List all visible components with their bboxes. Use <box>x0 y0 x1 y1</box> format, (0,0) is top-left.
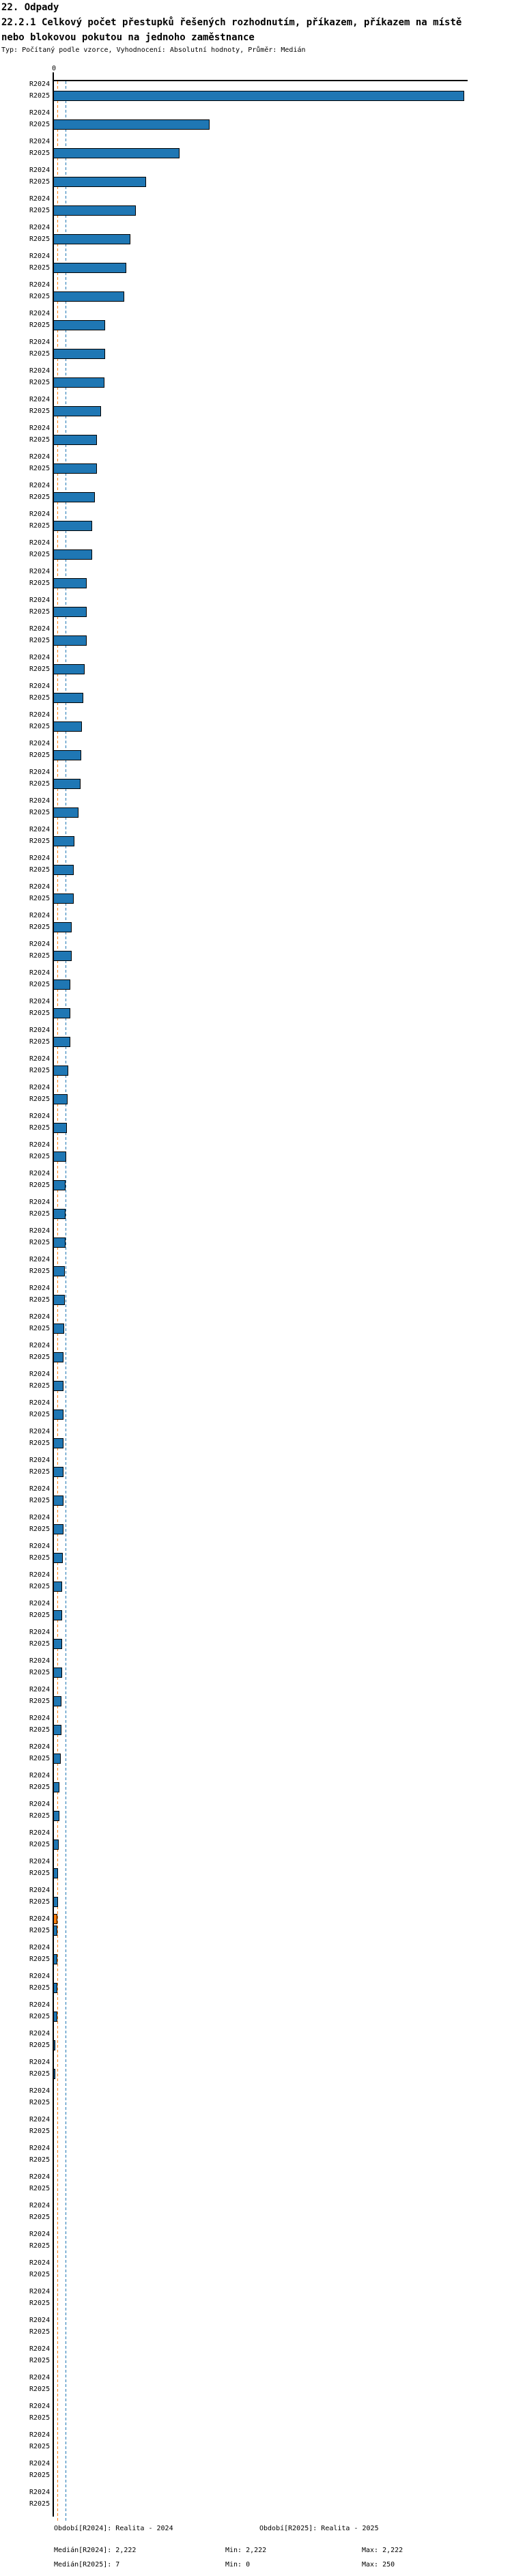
bar-r2025 <box>53 951 72 961</box>
series-label-r2025: R2025 <box>29 235 51 243</box>
footer-min-r2025: Min: 0 <box>225 2561 251 2568</box>
series-label-r2025: R2025 <box>29 1754 51 1762</box>
series-label-r2025: R2025 <box>29 1783 51 1791</box>
series-label-r2024: R2024 <box>29 1199 51 1206</box>
bar-r2025 <box>53 1495 63 1506</box>
series-label-r2025: R2025 <box>29 1238 51 1246</box>
bar-r2025 <box>53 779 81 789</box>
series-label-r2025: R2025 <box>29 1525 51 1533</box>
series-label-r2024: R2024 <box>29 883 51 891</box>
series-label-r2025: R2025 <box>29 263 51 272</box>
series-label-r2024: R2024 <box>29 711 51 719</box>
series-label-r2024: R2024 <box>29 539 51 547</box>
series-label-r2025: R2025 <box>29 550 51 558</box>
bar-r2025 <box>53 205 136 216</box>
series-label-r2025: R2025 <box>29 349 51 358</box>
bar-r2025 <box>53 1782 59 1792</box>
series-label-r2024: R2024 <box>29 2403 51 2410</box>
series-label-r2024: R2024 <box>29 2374 51 2381</box>
series-label-r2025: R2025 <box>29 435 51 444</box>
bar-r2024 <box>53 1914 57 1924</box>
series-label-r2025: R2025 <box>29 120 51 128</box>
series-label-r2024: R2024 <box>29 1543 51 1550</box>
series-label-r2024: R2024 <box>29 912 51 919</box>
series-label-r2025: R2025 <box>29 1496 51 1504</box>
series-label-r2025: R2025 <box>29 321 51 329</box>
bar-r2025 <box>53 1696 61 1706</box>
bar-r2025 <box>53 1524 63 1534</box>
series-label-r2024: R2024 <box>29 511 51 518</box>
bar-r2025 <box>53 1438 63 1448</box>
series-label-r2025: R2025 <box>29 665 51 673</box>
series-label-r2025: R2025 <box>29 91 51 100</box>
series-label-r2025: R2025 <box>29 1037 51 1046</box>
bar-r2025 <box>53 1811 59 1821</box>
series-label-r2024: R2024 <box>29 1772 51 1779</box>
series-label-r2024: R2024 <box>29 224 51 231</box>
series-label-r2024: R2024 <box>29 367 51 375</box>
bar-r2025 <box>53 177 146 187</box>
series-label-r2025: R2025 <box>29 607 51 616</box>
series-label-r2024: R2024 <box>29 1715 51 1722</box>
series-label-r2025: R2025 <box>29 1095 51 1103</box>
series-label-r2025: R2025 <box>29 2328 51 2336</box>
series-label-r2024: R2024 <box>29 1858 51 1865</box>
series-label-r2025: R2025 <box>29 1353 51 1361</box>
series-label-r2024: R2024 <box>29 855 51 862</box>
series-label-r2024: R2024 <box>29 1973 51 1980</box>
series-label-r2024: R2024 <box>29 1829 51 1837</box>
bar-r2025 <box>53 693 83 703</box>
bar-r2025 <box>53 1639 62 1649</box>
bar-r2025 <box>53 607 87 617</box>
bar-r2025 <box>53 979 70 990</box>
bar-r2025 <box>53 435 97 445</box>
series-label-r2024: R2024 <box>29 683 51 690</box>
bar-r2025 <box>53 1553 63 1563</box>
bar-r2025 <box>53 1954 57 1964</box>
series-label-r2024: R2024 <box>29 1915 51 1923</box>
series-label-r2024: R2024 <box>29 1084 51 1091</box>
series-label-r2025: R2025 <box>29 1439 51 1447</box>
series-label-r2025: R2025 <box>29 1812 51 1820</box>
footer-median-r2024: Medián[R2024]: 2,222 <box>54 2547 137 2554</box>
series-label-r2024: R2024 <box>29 1629 51 1636</box>
bar-r2025 <box>53 865 74 875</box>
bar-r2025 <box>53 635 87 646</box>
series-label-r2025: R2025 <box>29 579 51 587</box>
bar-r2025 <box>53 91 464 101</box>
bar-r2025 <box>53 1467 63 1477</box>
bar-r2025 <box>53 1610 62 1620</box>
series-label-r2024: R2024 <box>29 2460 51 2467</box>
series-label-r2025: R2025 <box>29 2213 51 2221</box>
series-label-r2024: R2024 <box>29 2202 51 2209</box>
series-label-r2025: R2025 <box>29 1640 51 1648</box>
series-label-r2024: R2024 <box>29 969 51 977</box>
bar-r2025 <box>53 377 104 388</box>
series-label-r2024: R2024 <box>29 2431 51 2439</box>
chart-subtitle-line2: nebo blokovou pokutou na jednoho zaměstnance <box>1 32 255 43</box>
series-label-r2024: R2024 <box>29 1342 51 1349</box>
series-label-r2025: R2025 <box>29 2414 51 2422</box>
bar-r2025 <box>53 1983 57 1993</box>
series-label-r2024: R2024 <box>29 2059 51 2066</box>
bar-r2025 <box>53 1209 66 1219</box>
series-label-r2025: R2025 <box>29 2356 51 2364</box>
series-label-r2024: R2024 <box>29 568 51 575</box>
series-label-r2025: R2025 <box>29 521 51 530</box>
series-label-r2025: R2025 <box>29 1869 51 1877</box>
series-label-r2025: R2025 <box>29 1726 51 1734</box>
series-label-r2024: R2024 <box>29 2030 51 2037</box>
series-label-r2025: R2025 <box>29 1210 51 1218</box>
bar-r2025 <box>53 1295 65 1305</box>
series-label-r2025: R2025 <box>29 1009 51 1017</box>
bar-r2025 <box>53 1725 61 1735</box>
series-label-r2024: R2024 <box>29 1256 51 1263</box>
bar-r2025 <box>53 1926 57 1936</box>
series-label-r2024: R2024 <box>29 1600 51 1607</box>
chart-subtitle-line1: 22.2.1 Celkový počet přestupků řešených rozhodnutím, příkazem, příkazem na místě <box>1 17 462 28</box>
series-label-r2025: R2025 <box>29 1611 51 1619</box>
series-label-r2025: R2025 <box>29 1955 51 1963</box>
series-label-r2024: R2024 <box>29 281 51 289</box>
series-label-r2024: R2024 <box>29 1887 51 1894</box>
bar-r2025 <box>53 1352 63 1362</box>
series-label-r2024: R2024 <box>29 339 51 346</box>
bar-r2025 <box>53 922 72 932</box>
bar-r2025 <box>53 1381 63 1391</box>
series-label-r2024: R2024 <box>29 453 51 461</box>
bar-r2025 <box>53 1668 62 1678</box>
footer-period-r2024: Období[R2024]: Realita - 2024 <box>54 2525 173 2532</box>
bar-r2025 <box>53 1868 58 1878</box>
series-label-r2024: R2024 <box>29 797 51 805</box>
series-label-r2024: R2024 <box>29 1801 51 1808</box>
series-label-r2024: R2024 <box>29 2288 51 2295</box>
series-label-r2025: R2025 <box>29 865 51 874</box>
series-label-r2025: R2025 <box>29 1066 51 1074</box>
bar-r2025 <box>53 1897 58 1907</box>
bar-r2025 <box>53 1323 64 1334</box>
x-axis-tick <box>53 72 54 80</box>
footer-max-r2024: Max: 2,222 <box>362 2547 403 2554</box>
series-label-r2025: R2025 <box>29 1124 51 1132</box>
series-label-r2025: R2025 <box>29 2270 51 2278</box>
series-label-r2024: R2024 <box>29 482 51 489</box>
series-label-r2024: R2024 <box>29 769 51 776</box>
series-label-r2025: R2025 <box>29 1410 51 1418</box>
bar-r2025 <box>53 1266 65 1276</box>
series-label-r2024: R2024 <box>29 826 51 833</box>
series-label-r2025: R2025 <box>29 980 51 988</box>
series-label-r2025: R2025 <box>29 779 51 788</box>
bar-r2025 <box>53 1094 68 1104</box>
series-label-r2025: R2025 <box>29 149 51 157</box>
chart-meta: Typ: Počítaný podle vzorce, Vyhodnocení: Absolutní hodnoty, Průměr: Medián <box>1 46 306 54</box>
series-label-r2025: R2025 <box>29 493 51 501</box>
bar-r2025 <box>53 119 210 130</box>
series-label-r2025: R2025 <box>29 923 51 931</box>
series-label-r2024: R2024 <box>29 1457 51 1464</box>
series-label-r2024: R2024 <box>29 2345 51 2353</box>
bar-r2025 <box>53 836 74 846</box>
series-label-r2025: R2025 <box>29 751 51 759</box>
series-label-r2025: R2025 <box>29 2127 51 2135</box>
series-label-r2024: R2024 <box>29 195 51 203</box>
series-label-r2024: R2024 <box>29 2317 51 2324</box>
bar-r2025 <box>53 234 130 244</box>
bar-r2025 <box>53 463 97 474</box>
series-label-r2025: R2025 <box>29 2041 51 2049</box>
series-label-r2024: R2024 <box>29 81 51 88</box>
series-label-r2025: R2025 <box>29 292 51 300</box>
bar-r2025 <box>53 1409 63 1420</box>
bar-r2025 <box>53 1754 61 1764</box>
series-label-r2025: R2025 <box>29 2242 51 2250</box>
series-label-r2025: R2025 <box>29 1898 51 1906</box>
series-label-r2024: R2024 <box>29 1371 51 1378</box>
series-label-r2025: R2025 <box>29 808 51 816</box>
bar-r2025 <box>53 1840 59 1850</box>
series-label-r2024: R2024 <box>29 1170 51 1177</box>
series-label-r2024: R2024 <box>29 1055 51 1063</box>
bar-r2025 <box>53 1123 67 1133</box>
bar-r2025 <box>53 320 105 330</box>
page-title: 22. Odpady <box>1 2 59 13</box>
bar-r2025 <box>53 721 82 732</box>
series-label-r2024: R2024 <box>29 2173 51 2181</box>
series-label-r2025: R2025 <box>29 2471 51 2479</box>
series-label-r2024: R2024 <box>29 654 51 661</box>
series-label-r2025: R2025 <box>29 636 51 644</box>
bar-r2025 <box>53 1151 66 1162</box>
bar-r2025 <box>53 750 81 760</box>
series-label-r2024: R2024 <box>29 1571 51 1579</box>
x-axis-line <box>53 80 468 81</box>
bar-r2025 <box>53 578 87 588</box>
series-label-r2025: R2025 <box>29 206 51 214</box>
bar-r2025 <box>53 549 92 560</box>
series-label-r2025: R2025 <box>29 722 51 730</box>
series-label-r2025: R2025 <box>29 2184 51 2192</box>
series-label-r2024: R2024 <box>29 2145 51 2152</box>
series-label-r2025: R2025 <box>29 177 51 186</box>
footer-max-r2025: Max: 250 <box>362 2561 395 2568</box>
series-label-r2024: R2024 <box>29 2087 51 2095</box>
series-label-r2024: R2024 <box>29 2116 51 2123</box>
series-label-r2025: R2025 <box>29 1668 51 1676</box>
bar-r2025 <box>53 406 101 416</box>
series-label-r2025: R2025 <box>29 2070 51 2078</box>
bar-r2025 <box>53 1237 66 1248</box>
bar-r2025 <box>53 2040 55 2050</box>
series-label-r2024: R2024 <box>29 1027 51 1034</box>
series-label-r2025: R2025 <box>29 2500 51 2508</box>
series-label-r2024: R2024 <box>29 109 51 117</box>
series-label-r2025: R2025 <box>29 1296 51 1304</box>
series-label-r2025: R2025 <box>29 1840 51 1848</box>
bar-r2025 <box>53 1037 70 1047</box>
bar-r2025 <box>53 263 126 273</box>
series-label-r2025: R2025 <box>29 464 51 472</box>
series-label-r2025: R2025 <box>29 1181 51 1189</box>
series-label-r2025: R2025 <box>29 1984 51 1992</box>
bar-r2025 <box>53 1065 68 1076</box>
series-label-r2024: R2024 <box>29 1227 51 1235</box>
series-label-r2024: R2024 <box>29 310 51 317</box>
series-label-r2025: R2025 <box>29 2098 51 2106</box>
series-label-r2025: R2025 <box>29 1697 51 1705</box>
series-label-r2024: R2024 <box>29 998 51 1005</box>
series-label-r2025: R2025 <box>29 378 51 386</box>
bar-r2025 <box>53 1008 70 1018</box>
series-label-r2024: R2024 <box>29 138 51 145</box>
series-label-r2024: R2024 <box>29 740 51 747</box>
series-label-r2024: R2024 <box>29 1743 51 1751</box>
series-label-r2024: R2024 <box>29 2489 51 2496</box>
bar-r2025 <box>53 291 124 302</box>
series-label-r2025: R2025 <box>29 1324 51 1332</box>
series-label-r2024: R2024 <box>29 1944 51 1951</box>
series-label-r2024: R2024 <box>29 2259 51 2267</box>
series-label-r2024: R2024 <box>29 1428 51 1435</box>
series-label-r2025: R2025 <box>29 2299 51 2307</box>
series-label-r2024: R2024 <box>29 597 51 604</box>
series-label-r2025: R2025 <box>29 693 51 702</box>
bar-r2025 <box>53 1180 66 1190</box>
footer-min-r2024: Min: 2,222 <box>225 2547 267 2554</box>
series-label-r2025: R2025 <box>29 2442 51 2450</box>
series-label-r2024: R2024 <box>29 1686 51 1693</box>
series-label-r2024: R2024 <box>29 2231 51 2238</box>
series-label-r2024: R2024 <box>29 1313 51 1321</box>
series-label-r2024: R2024 <box>29 2001 51 2009</box>
series-label-r2024: R2024 <box>29 167 51 174</box>
bar-r2025 <box>53 1582 62 1592</box>
bar-r2025 <box>53 664 85 674</box>
series-label-r2024: R2024 <box>29 425 51 432</box>
series-label-r2025: R2025 <box>29 1468 51 1476</box>
bar-r2025 <box>53 807 79 818</box>
footer-median-r2025: Medián[R2025]: 7 <box>54 2561 120 2568</box>
series-label-r2025: R2025 <box>29 837 51 845</box>
series-label-r2025: R2025 <box>29 2385 51 2393</box>
series-label-r2025: R2025 <box>29 951 51 960</box>
series-label-r2024: R2024 <box>29 1285 51 1292</box>
bar-r2025 <box>53 148 180 158</box>
series-label-r2025: R2025 <box>29 2012 51 2020</box>
series-label-r2025: R2025 <box>29 1582 51 1590</box>
bar-r2025 <box>53 2012 57 2022</box>
series-label-r2024: R2024 <box>29 1657 51 1665</box>
series-label-r2024: R2024 <box>29 1113 51 1120</box>
series-label-r2024: R2024 <box>29 253 51 260</box>
series-label-r2025: R2025 <box>29 407 51 415</box>
series-label-r2025: R2025 <box>29 1554 51 1562</box>
series-label-r2024: R2024 <box>29 1514 51 1521</box>
series-label-r2024: R2024 <box>29 1399 51 1407</box>
bar-r2025 <box>53 893 74 904</box>
footer-period-r2025: Období[R2025]: Realita - 2025 <box>259 2525 379 2532</box>
bar-r2025 <box>53 2069 55 2079</box>
bar-r2025 <box>53 349 105 359</box>
bar-r2025 <box>53 521 92 531</box>
series-label-r2025: R2025 <box>29 1267 51 1275</box>
bar-r2025 <box>53 492 95 502</box>
series-label-r2025: R2025 <box>29 1382 51 1390</box>
x-axis-tick-label-0: 0 <box>51 65 57 72</box>
series-label-r2024: R2024 <box>29 941 51 948</box>
series-label-r2024: R2024 <box>29 625 51 633</box>
series-label-r2025: R2025 <box>29 1152 51 1160</box>
series-label-r2024: R2024 <box>29 1141 51 1149</box>
series-label-r2025: R2025 <box>29 1926 51 1934</box>
series-label-r2024: R2024 <box>29 1485 51 1493</box>
series-label-r2024: R2024 <box>29 396 51 403</box>
series-label-r2025: R2025 <box>29 894 51 902</box>
series-label-r2025: R2025 <box>29 2156 51 2164</box>
